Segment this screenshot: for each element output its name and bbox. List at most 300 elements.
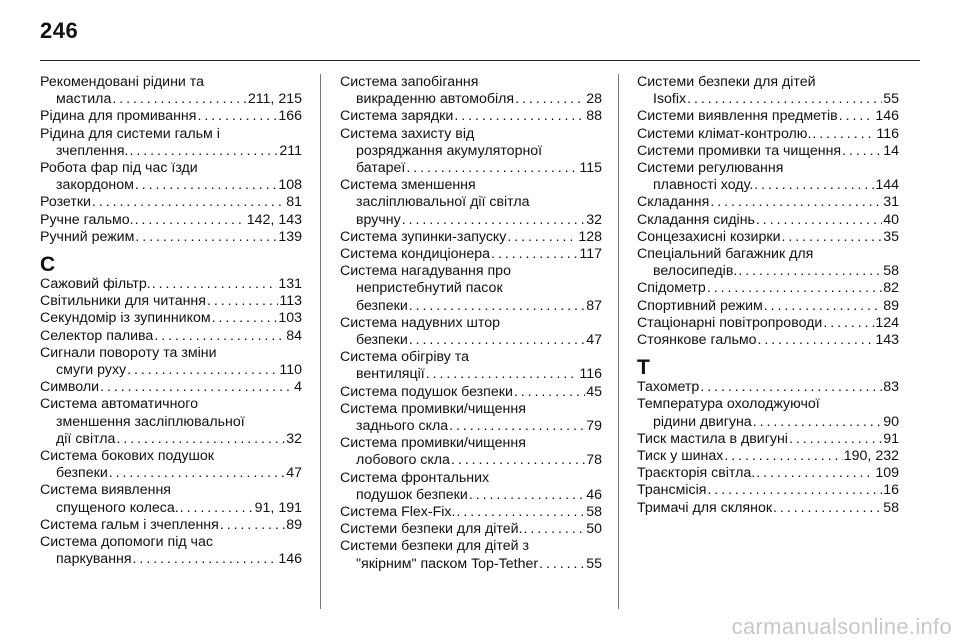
- entry-text: рідини двигуна: [653, 413, 752, 430]
- page-reference: 82: [883, 280, 899, 297]
- index-entry: [40, 482, 302, 516]
- page-reference: 55: [883, 91, 899, 108]
- index-entry-line: [40, 276, 302, 293]
- entry-text: Системи промивки та чищення: [637, 142, 842, 159]
- index-entry: [340, 504, 602, 521]
- dot-leader: [135, 212, 246, 229]
- dot-leader: [756, 212, 882, 229]
- entry-text: смуги руху: [56, 362, 127, 379]
- index-entry-line: [637, 431, 899, 448]
- index-entry-line: [340, 298, 602, 315]
- index-entry-line: [340, 452, 602, 469]
- entry-text: Секундомір із зупинником: [40, 310, 211, 327]
- dot-leader: [449, 418, 585, 435]
- index-entry: [40, 108, 302, 125]
- index-entry: [340, 263, 602, 315]
- dot-leader: [756, 465, 874, 482]
- index-entry-line: [40, 143, 302, 160]
- entry-text: Системи безпеки для дітей.: [340, 521, 523, 538]
- index-entry-line: [340, 177, 602, 194]
- index-entry-line: [340, 160, 602, 177]
- dot-leader: [507, 229, 577, 246]
- index-entry-line: [637, 263, 899, 280]
- index-entry-line: [40, 74, 302, 91]
- dot-leader: [92, 194, 285, 211]
- page-reference: 131: [278, 276, 302, 293]
- page-reference: 32: [286, 430, 302, 447]
- index-column-2: [340, 74, 602, 573]
- index-entry-line: [40, 500, 302, 517]
- index-entry-line: [40, 551, 302, 568]
- index-entry-line: [637, 414, 899, 431]
- index-entry-line: [40, 160, 302, 177]
- page-reference: 31: [883, 194, 899, 211]
- index-entry: [40, 379, 302, 396]
- index-entry-line: [40, 414, 302, 431]
- dot-leader: [754, 177, 874, 194]
- entry-text: безпеки: [56, 465, 108, 482]
- page-reference: 124: [875, 314, 899, 331]
- index-entry: [340, 177, 602, 229]
- index-entry-line: [637, 74, 899, 91]
- entry-text: зменшення засліплювальної: [56, 413, 245, 430]
- entry-text: засліплювальної дії світла: [356, 194, 530, 211]
- index-entry-line: [637, 379, 899, 396]
- entry-text: вентиляції: [356, 366, 425, 383]
- page-reference: 144: [875, 177, 899, 194]
- dot-leader: [180, 500, 254, 517]
- entry-text: велосипедів.: [653, 263, 738, 280]
- entry-text: спущеного колеса.: [56, 499, 179, 516]
- dot-leader: [451, 452, 585, 469]
- index-entry: [340, 74, 602, 108]
- index-entry-line: [340, 401, 602, 418]
- index-entry-line: [40, 396, 302, 413]
- page-reference: 35: [883, 228, 899, 245]
- index-entry-line: [637, 229, 899, 246]
- index-entry: [40, 517, 302, 534]
- entry-text: Тахометр: [637, 379, 700, 396]
- index-entry-line: [637, 315, 899, 332]
- index-entry: [637, 108, 899, 125]
- index-entry: [637, 74, 899, 108]
- page-reference: 146: [278, 551, 302, 568]
- index-entry-line: [340, 212, 602, 229]
- index-entry: [40, 276, 302, 293]
- page-reference: 110: [279, 362, 302, 379]
- index-entry: [340, 521, 602, 538]
- index-letter-heading: Т: [637, 356, 650, 380]
- entry-text: Система допомоги під час: [40, 534, 213, 551]
- index-entry: [40, 194, 302, 211]
- entry-text: непристебнутий пасок: [356, 280, 503, 297]
- entry-text: Система зменшення: [340, 177, 476, 194]
- index-entry: [637, 396, 899, 430]
- dot-leader: [129, 143, 278, 160]
- index-entry: [340, 349, 602, 383]
- index-entry-line: [340, 470, 602, 487]
- index-entry-line: [637, 212, 899, 229]
- header-rule: [40, 60, 920, 61]
- index-letter-heading: С: [40, 253, 56, 277]
- dot-leader: [515, 91, 585, 108]
- index-entry-line: [40, 362, 302, 379]
- index-entry: [40, 396, 302, 448]
- page-reference: 211, 215: [247, 91, 302, 108]
- dot-leader: [539, 556, 585, 573]
- entry-text: Тиск мастила в двигуні: [637, 430, 788, 447]
- index-entry: [637, 229, 899, 246]
- index-entry-line: [637, 194, 899, 211]
- entry-text: Система нагадування про: [340, 263, 511, 280]
- dot-leader: [738, 263, 882, 280]
- index-entry-line: [40, 177, 302, 194]
- page-reference: 117: [579, 246, 602, 263]
- dot-leader: [406, 160, 578, 177]
- index-entry-line: [340, 126, 602, 143]
- index-entry: [340, 401, 602, 435]
- index-entry-line: [340, 229, 602, 246]
- entry-text: подушок безпеки: [356, 486, 468, 503]
- entry-text: Isofix: [653, 91, 687, 108]
- index-entry: [637, 448, 899, 465]
- index-entry-line: [40, 229, 302, 246]
- index-entry-line: [637, 396, 899, 413]
- dot-leader: [764, 298, 882, 315]
- index-entry-line: [340, 263, 602, 280]
- dot-leader: [152, 276, 278, 293]
- index-entry-line: [40, 293, 302, 310]
- index-entry: [40, 534, 302, 568]
- entry-text: Тримачі для склянок: [637, 499, 773, 516]
- index-entry-line: [40, 482, 302, 499]
- dot-leader: [212, 310, 278, 327]
- index-entry-line: [637, 332, 899, 349]
- index-entry-line: [340, 556, 602, 573]
- entry-text: Система обігріву та: [340, 349, 469, 366]
- page-reference: 90: [883, 413, 899, 430]
- page-reference: 89: [286, 516, 302, 533]
- entry-text: Рідина для промивання: [40, 108, 197, 125]
- entry-text: Система запобігання: [340, 74, 479, 90]
- entry-text: паркування: [56, 551, 132, 568]
- index-entry: [637, 246, 899, 280]
- index-entry-line: [340, 246, 602, 263]
- index-entry-line: [637, 465, 899, 482]
- index-entry-line: [340, 538, 602, 555]
- entry-text: закордоном: [56, 177, 134, 194]
- page-reference: 58: [883, 263, 899, 280]
- entry-text: батареї: [356, 160, 406, 177]
- dot-leader: [707, 482, 882, 499]
- index-entry: [637, 315, 899, 332]
- page-reference: 79: [586, 418, 602, 435]
- index-column-1: [40, 74, 302, 568]
- index-entry: [340, 435, 602, 469]
- index-entry-line: [40, 91, 302, 108]
- entry-text: Температура охолоджуючої: [637, 396, 820, 413]
- index-entry: [40, 126, 302, 160]
- index-entry: [340, 229, 602, 246]
- index-entry-line: [637, 246, 899, 263]
- entry-text: заднього скла: [356, 418, 449, 435]
- dot-leader: [782, 229, 883, 246]
- index-entry: [40, 310, 302, 327]
- index-entry-line: [637, 482, 899, 499]
- entry-text: Система кондиціонера: [340, 246, 491, 263]
- page-reference: 47: [586, 332, 602, 349]
- index-entry: [637, 465, 899, 482]
- dot-leader: [409, 298, 585, 315]
- page-reference: 190, 232: [843, 448, 899, 465]
- page-reference: 103: [278, 310, 302, 327]
- entry-text: Система виявлення: [40, 482, 171, 499]
- page-reference: 14: [883, 142, 899, 159]
- index-entry-line: [637, 160, 899, 177]
- entry-text: Трансмісія: [637, 482, 707, 499]
- dot-leader: [491, 246, 578, 263]
- entry-text: лобового скла: [356, 452, 450, 469]
- dot-leader: [687, 91, 882, 108]
- entry-text: зчеплення.: [56, 142, 129, 159]
- entry-text: Траєкторія світла.: [637, 465, 756, 482]
- entry-text: Система надувних штор: [340, 314, 501, 331]
- index-entry-line: [340, 384, 602, 401]
- entry-text: плавності ходу.: [653, 177, 754, 194]
- index-entry-line: [340, 521, 602, 538]
- index-entry: [340, 246, 602, 263]
- column-divider: [618, 74, 619, 609]
- entry-text: дії світла: [56, 430, 116, 447]
- dot-leader: [426, 366, 579, 383]
- entry-text: вручну: [356, 211, 401, 228]
- index-entry-line: [40, 448, 302, 465]
- index-entry-line: [40, 108, 302, 125]
- entry-text: мастила: [56, 91, 112, 108]
- entry-text: Рекомендовані рідини та: [40, 74, 205, 90]
- dot-leader: [514, 384, 585, 401]
- index-entry-line: [340, 487, 602, 504]
- page-reference: 58: [883, 499, 899, 516]
- index-entry-line: [340, 349, 602, 366]
- index-entry-line: [340, 332, 602, 349]
- dot-leader: [789, 431, 882, 448]
- entry-text: Ручне гальмо.: [40, 211, 134, 228]
- page-reference: 4: [294, 379, 302, 396]
- entry-text: Система промивки/чищення: [340, 400, 526, 417]
- entry-text: Рідина для системи гальм і: [40, 125, 220, 142]
- index-entry-line: [40, 212, 302, 229]
- index-entry-line: [340, 435, 602, 452]
- page-reference: 116: [876, 125, 899, 142]
- entry-text: Системи регулювання: [637, 160, 784, 177]
- entry-text: Розетки: [40, 194, 91, 211]
- page-reference: 115: [579, 160, 602, 177]
- entry-text: Складання: [637, 194, 710, 211]
- index-entry: [637, 212, 899, 229]
- page-reference: 91, 191: [254, 499, 302, 516]
- dot-leader: [812, 126, 875, 143]
- page-reference: 146: [875, 108, 899, 125]
- index-entry-line: [637, 448, 899, 465]
- dot-leader: [109, 465, 285, 482]
- index-entry: [40, 345, 302, 379]
- column-divider: [320, 74, 321, 609]
- page-reference: 109: [875, 465, 899, 482]
- index-entry-line: [40, 126, 302, 143]
- dot-leader: [135, 229, 277, 246]
- entry-text: Робота фар під час їзди: [40, 160, 198, 177]
- dot-leader: [409, 332, 585, 349]
- index-entry: [637, 126, 899, 143]
- index-entry: [637, 280, 899, 297]
- page-reference: 113: [279, 293, 302, 310]
- index-entry-line: [40, 328, 302, 345]
- dot-leader: [823, 315, 874, 332]
- index-entry: [340, 384, 602, 401]
- entry-text: Тиск у шинах: [637, 448, 724, 465]
- entry-text: Селектор палива: [40, 327, 154, 344]
- entry-text: Система захисту від: [340, 125, 475, 142]
- entry-text: безпеки: [356, 332, 408, 349]
- index-entry-line: [340, 418, 602, 435]
- dot-leader: [220, 517, 285, 534]
- entry-text: Символи: [40, 379, 100, 396]
- page-reference: 88: [586, 108, 602, 125]
- dot-leader: [758, 332, 875, 349]
- index-entry: [637, 143, 899, 160]
- index-entry-line: [637, 143, 899, 160]
- entry-text: Системи безпеки для дітей з: [340, 538, 530, 555]
- dot-leader: [133, 551, 278, 568]
- entry-text: Система Flex-Fix.: [340, 504, 456, 521]
- page-reference: 47: [286, 465, 302, 482]
- dot-leader: [710, 194, 882, 211]
- page-reference: 108: [278, 177, 302, 194]
- dot-leader: [753, 414, 883, 431]
- entry-text: Сигнали повороту та зміни: [40, 344, 217, 361]
- dot-leader: [842, 143, 882, 160]
- entry-text: Система зупинки-запуску: [340, 228, 507, 245]
- entry-text: Системи виявлення предметів: [637, 108, 838, 125]
- index-entry: [637, 482, 899, 499]
- entry-text: Ручний режим: [40, 228, 135, 245]
- entry-text: Система автоматичного: [40, 396, 199, 413]
- dot-leader: [116, 431, 285, 448]
- page-reference: 28: [586, 91, 602, 108]
- entry-text: Стоянкове гальмо: [637, 332, 757, 349]
- index-entry: [340, 538, 602, 572]
- entry-text: Система промивки/чищення: [340, 435, 526, 452]
- index-entry-line: [637, 500, 899, 517]
- index-entry: [637, 298, 899, 315]
- dot-leader: [127, 362, 278, 379]
- entry-text: Світильники для читання: [40, 293, 206, 310]
- index-entry-line: [340, 91, 602, 108]
- index-entry: [340, 470, 602, 504]
- dot-leader: [454, 108, 585, 125]
- entry-text: Система гальм і зчеплення: [40, 516, 219, 533]
- page-reference: 166: [278, 108, 302, 125]
- page-reference: 89: [883, 297, 899, 314]
- index-entry-line: [40, 310, 302, 327]
- entry-text: Системи безпеки для дітей: [637, 74, 816, 90]
- index-entry: [40, 229, 302, 246]
- page-reference: 32: [586, 211, 602, 228]
- index-entry: [637, 431, 899, 448]
- page-reference: 142, 143: [246, 211, 302, 228]
- dot-leader: [773, 500, 882, 517]
- index-entry: [637, 160, 899, 194]
- page-reference: 78: [586, 452, 602, 469]
- index-entry: [40, 74, 302, 108]
- dot-leader: [154, 328, 285, 345]
- entry-text: Система зарядки: [340, 108, 454, 125]
- index-entry: [40, 328, 302, 345]
- index-entry-line: [40, 345, 302, 362]
- entry-text: Спортивний режим: [637, 297, 763, 314]
- page-reference: 84: [286, 327, 302, 344]
- index-entry: [40, 212, 302, 229]
- page-reference: 87: [586, 297, 602, 314]
- index-entry-line: [637, 108, 899, 125]
- index-entry: [40, 160, 302, 194]
- index-entry: [637, 332, 899, 349]
- entry-text: Сажовий фільтр.: [40, 276, 151, 293]
- entry-text: Системи клімат-контролю.: [637, 125, 812, 142]
- index-entry-line: [40, 431, 302, 448]
- page-reference: 143: [875, 332, 899, 349]
- entry-text: розряджання акумуляторної: [356, 142, 543, 159]
- index-entry-line: [340, 194, 602, 211]
- index-entry-line: [340, 108, 602, 125]
- index-entry: [340, 108, 602, 125]
- index-entry-line: [340, 280, 602, 297]
- page-reference: 40: [883, 211, 899, 228]
- page-reference: 50: [586, 521, 602, 538]
- page-reference: 91: [883, 430, 899, 447]
- page-reference: 116: [579, 366, 602, 383]
- dot-leader: [839, 108, 875, 125]
- entry-text: Спеціальний багажник для: [637, 246, 814, 263]
- page-reference: 16: [883, 482, 899, 499]
- index-entry-line: [340, 366, 602, 383]
- entry-text: Система подушок безпеки: [340, 383, 513, 400]
- index-entry-line: [40, 465, 302, 482]
- entry-text: безпеки: [356, 297, 408, 314]
- dot-leader: [700, 379, 882, 396]
- page-reference: 83: [883, 379, 899, 396]
- index-entry: [340, 315, 602, 349]
- index-entry-line: [40, 379, 302, 396]
- dot-leader: [100, 379, 293, 396]
- dot-leader: [112, 91, 246, 108]
- index-entry: [40, 293, 302, 310]
- index-entry-line: [637, 126, 899, 143]
- page-reference: 81: [286, 194, 302, 211]
- dot-leader: [707, 280, 882, 297]
- page-reference: 45: [586, 383, 602, 400]
- index-entry: [340, 126, 602, 178]
- page-reference: 128: [578, 228, 602, 245]
- page-reference: 139: [278, 228, 302, 245]
- index-entry-line: [40, 194, 302, 211]
- entry-text: викраденню автомобіля: [356, 91, 515, 108]
- entry-text: Стаціонарні повітропроводи: [637, 314, 823, 331]
- index-entry-line: [637, 91, 899, 108]
- page-reference: 55: [586, 555, 602, 572]
- dot-leader: [402, 212, 586, 229]
